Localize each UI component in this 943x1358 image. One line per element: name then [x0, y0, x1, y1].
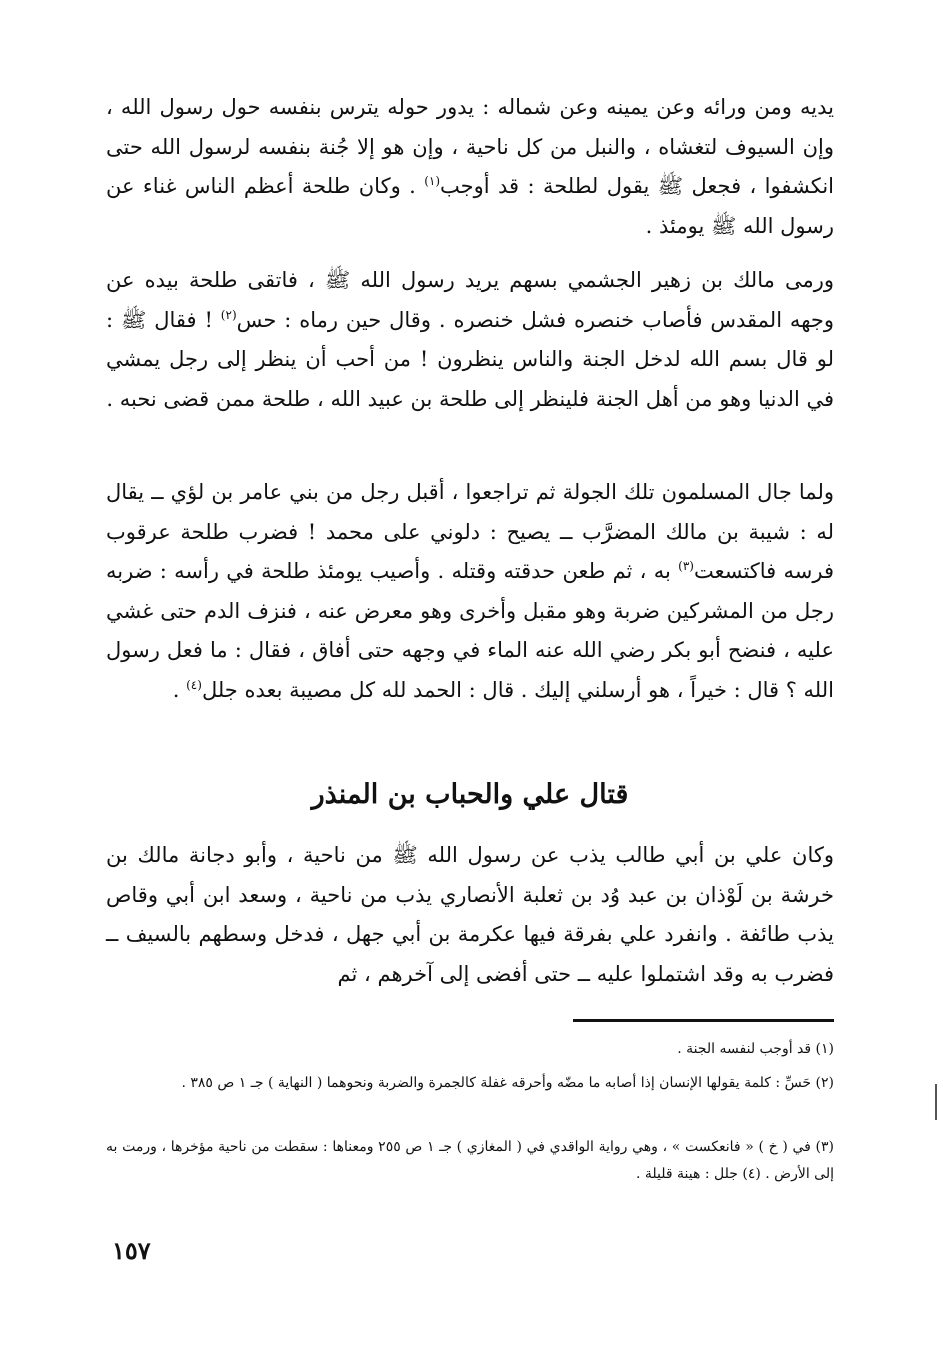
- body-paragraph: [106, 473, 834, 710]
- paragraph-text: يديه ومن ورائه وعن يمينه وعن شماله : يدور حوله يترس بنفسه حول رسول الله ، وإن السيوف لتغشاه ، والنبل من كل ناحية ، وإن هو إلا جُنة بنفسه لرسول الله حتى انكشفوا ، فجعل ﷺ يقول لطلحة : قد أوجب: [106, 95, 834, 198]
- body-paragraph: وكان علي بن أبي طالب يذب عن رسول الله ﷺ من ناحية ، وأبو دجانة مالك بن خرشة بن لَوْذان بن عبد وُد بن ثعلبة الأنصاري يذب من ناحية ، وسعد ابن أبي وقاص يذب طائفة . وانفرد علي بفرقة فيها عكرمة بن أبي جهل ، فدخل وسطهم بالسيف ــ فضرب به وقد اشتملوا عليه ــ حتى أفضى إلى آخرهم ، ثم: [106, 843, 834, 986]
- body-paragraph: [106, 261, 834, 419]
- body-paragraph: [106, 88, 834, 246]
- paragraph-text: . وكان طلحة أعظم الناس غناء عن رسول الله ﷺ يومئذ .: [106, 174, 834, 238]
- paragraph-text: ولما جال المسلمون تلك الجولة ثم تراجعوا ، أقبل رجل من بني عامر بن لؤي ــ يقال له : شيبة بن مالك المضرَّب ــ يصيح : دلوني على محمد ! فضرب طلحة عرقوب فرسه فاكتسعت: [106, 480, 834, 583]
- footnote: (٢) حَسِّ : كلمة يقولها الإنسان إذا أصابه ما مضّه وأحرقه غفلة كالجمرة والضربة ونحوهما ( النهاية ) جـ ١ ص ٣٨٥ .: [181, 1075, 834, 1091]
- footnote: (١) قد أوجب لنفسه الجنة .: [677, 1041, 834, 1057]
- footnote-ref[interactable]: (١): [424, 174, 441, 188]
- section-heading: قتال علي والحباب بن المنذر: [311, 779, 629, 810]
- page-number: ١٥٧: [112, 1236, 151, 1265]
- footnote-ref[interactable]: (٤): [186, 677, 202, 692]
- paragraph-text: .: [172, 677, 187, 702]
- footnote-divider: [573, 1019, 834, 1022]
- paragraph-text: به ، ثم طعن حدقته وقتله . وأصيب يومئذ طلحة في رأسه : ضربه رجل من المشركين ضربة وهو مقبل وأخرى وهو معرض عنه ، فنزف الدم حتى غشي عليه ، فنضح أبو بكر رضي الله عنه الماء في وجهه حتى أفاق ، فقال : ما فعل رسول الله ؟ قال : خيراً ، هو أرسلني إليك . قال : الحمد لله كل مصيبة بعده جلل: [106, 559, 834, 702]
- footnote: (٣) في ( خ ) « فانعكست » ، وهي رواية الواقدي في ( المغازي ) جـ ١ ص ٢٥٥ ومعناها : سقطت من ناحية مؤخرها ، ورمت به إلى الأرض . (٤) جلل : هينة قليلة .: [106, 1139, 835, 1182]
- paragraph-text: ! فقال ﷺ : لو قال بسم الله لدخل الجنة والناس ينظرون ! من أحب أن ينظر إلى رجل يمشي في الدنيا وهو من أهل الجنة فلينظر إلى طلحة بن عبيد الله ، طلحة ممن قضى نحبه .: [106, 307, 834, 411]
- scan-margin-mark: [935, 1084, 937, 1120]
- footnote-ref[interactable]: (٣): [678, 559, 694, 573]
- paragraph-text: ورمى مالك بن زهير الجشمي بسهم يريد رسول الله ﷺ ، فاتقى طلحة بيده عن وجهه المقدس فأصاب خنصره فشل خنصره . وقال حين رماه : حس: [106, 268, 834, 332]
- footnote-ref[interactable]: (٢): [220, 307, 237, 322]
